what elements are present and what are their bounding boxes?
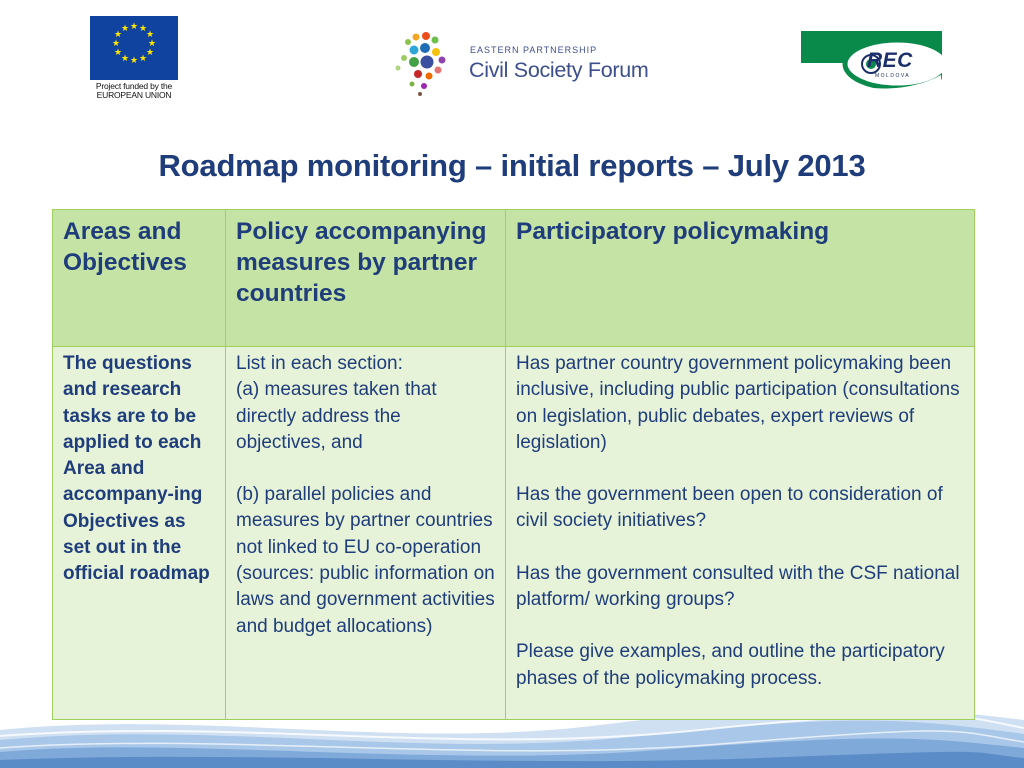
svg-text:★: ★ (138, 24, 148, 34)
participatory-para-3: Has the government consulted with the CSF national platform/ working groups? (516, 562, 960, 611)
cell-participatory (506, 347, 975, 720)
svg-text:★: ★ (138, 54, 148, 64)
svg-text:★: ★ (120, 24, 130, 34)
svg-text:★: ★ (145, 48, 155, 58)
eap-line2: Civil Society Forum (469, 58, 649, 82)
policy-para-3: (sources: public information on laws and government activities and budget allocations) (236, 563, 495, 637)
slide-title: Roadmap monitoring – initial reports – July 2013 (158, 148, 866, 183)
header-policy-measures: Policy accompanying measures by partner countries (226, 210, 506, 347)
svg-text:★: ★ (147, 39, 157, 49)
participatory-para-4: Please give examples, and outline the participatory phases of the policymaking process. (516, 641, 945, 689)
cell-policy-measures (226, 347, 506, 720)
svg-text:★: ★ (113, 30, 123, 40)
cell-objectives (53, 347, 226, 720)
participatory-para-1: Has partner country government policymaking been inclusive, including public participation (consultations on legislation, public debates, expert reviews of legislation) (516, 353, 960, 453)
eap-dots-icon (390, 28, 466, 100)
eu-flag-icon (90, 16, 178, 80)
rec-sub: MOLDOVA (875, 73, 911, 79)
participatory-para-2: Has the government been open to consideration of civil society initiatives? (516, 484, 943, 532)
eap-csf-logo (390, 28, 660, 100)
svg-text:★: ★ (120, 54, 130, 64)
table-row (53, 347, 975, 720)
svg-text:★: ★ (129, 22, 139, 32)
header-areas-objectives: Areas and Objectives (53, 210, 226, 347)
eu-caption: Project funded by the EUROPEAN UNION (95, 81, 173, 100)
policy-para-1: List in each section: (a) measures taken that directly address the objectives, and (236, 353, 437, 453)
table-header-row (53, 210, 975, 347)
eap-line1: EASTERN PARTNERSHIP (470, 45, 598, 55)
eu-logo (90, 16, 178, 100)
rec-word: REC (867, 49, 913, 72)
svg-text:★: ★ (111, 39, 121, 49)
rec-moldova-logo (801, 31, 942, 97)
header-participatory-policymaking: Participatory policymaking (506, 210, 975, 347)
roadmap-table (52, 209, 975, 720)
svg-text:★: ★ (113, 48, 123, 58)
objectives-text: The questions and research tasks are to be applied to each Area and accompany-ing Objectives as set out in the official roadmap (63, 353, 210, 585)
svg-text:★: ★ (145, 30, 155, 40)
svg-text:★: ★ (129, 56, 139, 66)
policy-para-2: (b) parallel policies and measures by partner countries not linked to EU co-operation (236, 484, 493, 558)
